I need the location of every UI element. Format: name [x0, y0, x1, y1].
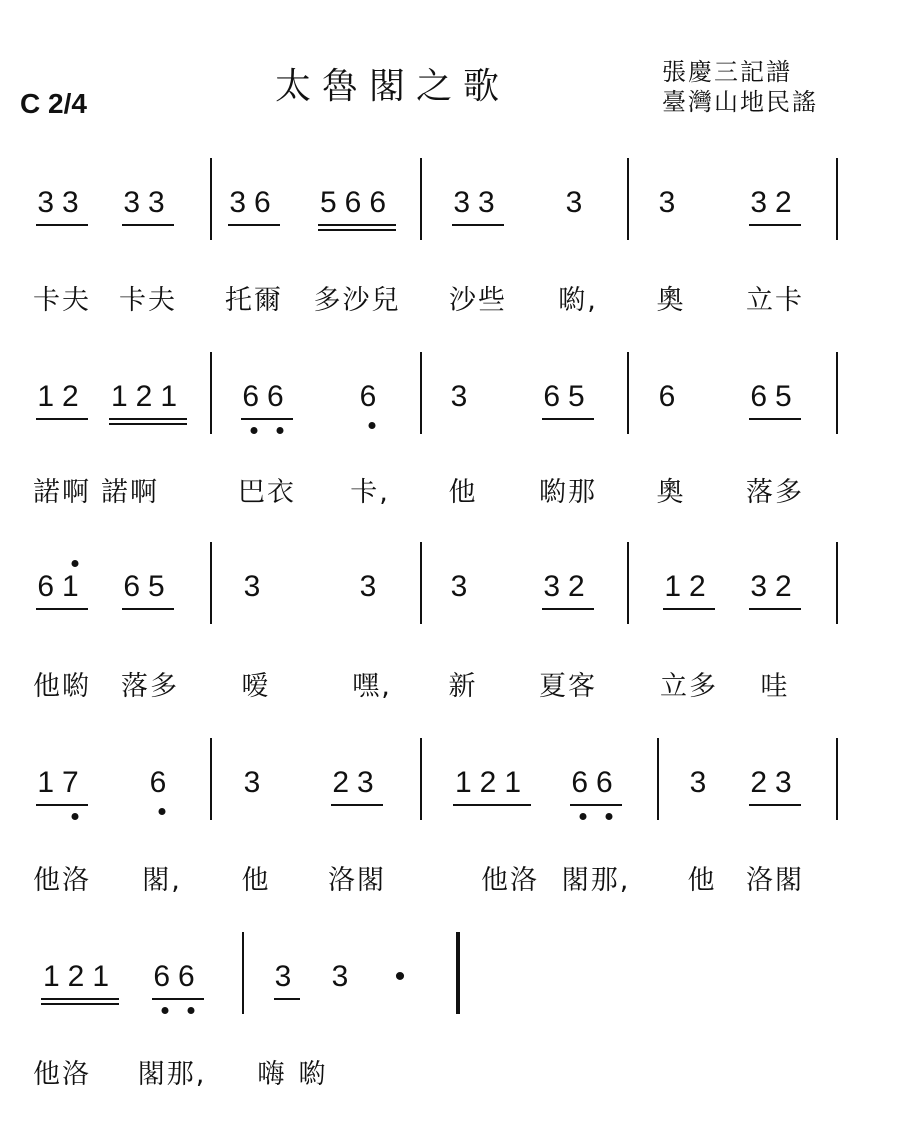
high-octave-dot: [72, 560, 79, 567]
note-group: 3: [243, 570, 269, 603]
bar-line: [836, 352, 838, 434]
underline-beam: [452, 224, 504, 226]
underline-beam: [663, 608, 715, 610]
note-group: 66: [571, 766, 621, 799]
underline-beam: [749, 224, 801, 226]
final-bar-line: [456, 932, 460, 1014]
lyric-word: 喲,: [558, 285, 598, 316]
note-group: 65: [123, 570, 173, 603]
underline-beam: [228, 224, 280, 226]
note-group: 65: [543, 380, 593, 413]
note-group: 3: [450, 570, 476, 603]
note-group: 23: [750, 766, 800, 799]
low-octave-dot: [159, 808, 166, 815]
note-group: 23: [332, 766, 382, 799]
bar-line: [836, 738, 838, 820]
lyric-word: 閣那,: [561, 865, 631, 896]
underline-beam: [152, 998, 204, 1000]
note-group: 3: [331, 960, 357, 993]
underline-beam: [36, 804, 88, 806]
underline-beam: [274, 998, 300, 1000]
lyric-word: 他: [241, 865, 271, 896]
lyric-word: 夏客: [539, 671, 597, 702]
underline-beam: [318, 229, 396, 231]
lyric-word: 落多: [746, 477, 804, 508]
low-octave-dot: [580, 813, 587, 820]
note-group: 33: [453, 186, 503, 219]
lyric-word: 喲那: [539, 477, 597, 508]
note-group: 61: [37, 570, 87, 603]
lyric-word: 卡,: [350, 477, 390, 508]
underline-beam: [122, 224, 174, 226]
bar-line: [420, 158, 422, 240]
low-octave-dot: [72, 813, 79, 820]
note-group: 121: [454, 766, 530, 799]
note-group: 12: [664, 570, 714, 603]
bar-line: [210, 738, 212, 820]
underline-beam: [749, 608, 801, 610]
lyric-word: 諾啊: [101, 477, 159, 508]
note-group: 6: [359, 380, 385, 413]
bar-line: [627, 542, 629, 624]
underline-beam: [36, 224, 88, 226]
note-group: 36: [229, 186, 279, 219]
key-signature: C 2/4: [20, 88, 87, 119]
lyric-word: 他喲: [33, 671, 91, 702]
bar-line: [210, 352, 212, 434]
title: 太魯閣之歌: [275, 66, 511, 107]
bar-line: [242, 932, 244, 1014]
bar-line: [836, 542, 838, 624]
underline-beam: [36, 608, 88, 610]
note-group: 12: [37, 380, 87, 413]
note-group: 3: [658, 186, 684, 219]
note-group: 6: [149, 766, 175, 799]
credit-transcriber: 張慶三記譜: [662, 58, 792, 86]
underline-beam: [331, 804, 383, 806]
underline-beam: [570, 804, 622, 806]
bar-line: [420, 738, 422, 820]
bar-line: [627, 158, 629, 240]
note-group: 3: [689, 766, 715, 799]
lyric-word: 諾啊: [33, 477, 91, 508]
note-group: 32: [750, 186, 800, 219]
lyric-word: 他洛: [481, 865, 539, 896]
lyric-word: 多沙兒: [313, 285, 401, 316]
lyric-word: 新: [448, 671, 478, 702]
underline-beam: [36, 418, 88, 420]
note-group: 33: [37, 186, 87, 219]
underline-beam: [542, 418, 594, 420]
lyric-word: 他: [448, 477, 478, 508]
underline-beam: [542, 608, 594, 610]
note-group: 566: [319, 186, 395, 219]
lyric-word: 嗨: [257, 1059, 287, 1090]
lyric-word: 立卡: [746, 285, 804, 316]
low-octave-dot: [277, 427, 284, 434]
note-group: 33: [123, 186, 173, 219]
lyric-word: 卡夫: [33, 285, 91, 316]
underline-beam: [749, 804, 801, 806]
note-group: 3: [274, 960, 300, 993]
note-group: 65: [750, 380, 800, 413]
low-octave-dot: [162, 1007, 169, 1014]
note-group: 6: [658, 380, 684, 413]
lyric-word: 嘿,: [352, 671, 392, 702]
lyric-word: 他: [687, 865, 717, 896]
underline-beam: [318, 224, 396, 226]
bar-line: [627, 352, 629, 434]
note-group: 121: [110, 380, 186, 413]
lyric-word: 立多: [660, 671, 718, 702]
note-group: 32: [750, 570, 800, 603]
lyric-word: 落多: [121, 671, 179, 702]
low-octave-dot: [188, 1007, 195, 1014]
lyric-word: 托爾: [225, 285, 283, 316]
lyric-word: 嗳: [241, 671, 271, 702]
note-group: 66: [153, 960, 203, 993]
lyric-word: 巴衣: [238, 477, 296, 508]
lyric-word: 閣,: [142, 865, 182, 896]
note-group: 32: [543, 570, 593, 603]
underline-beam: [109, 418, 187, 420]
bar-line: [210, 158, 212, 240]
lyric-word: 閣那,: [137, 1059, 207, 1090]
lyric-word: 哇: [760, 671, 790, 702]
note-group: 3: [565, 186, 591, 219]
underline-beam: [41, 1003, 119, 1005]
underline-beam: [749, 418, 801, 420]
low-octave-dot: [251, 427, 258, 434]
low-octave-dot: [369, 422, 376, 429]
note-group: 17: [37, 766, 87, 799]
note-group: 3: [359, 570, 385, 603]
underline-beam: [122, 608, 174, 610]
lyric-word: 喲: [298, 1059, 328, 1090]
underline-beam: [109, 423, 187, 425]
note-group: 121: [42, 960, 118, 993]
lyric-word: 他洛: [33, 1059, 91, 1090]
underline-beam: [41, 998, 119, 1000]
bar-line: [210, 542, 212, 624]
lyric-word: 奧: [656, 285, 686, 316]
lyric-word: 洛閣: [746, 865, 804, 896]
lyric-word: 洛閣: [328, 865, 386, 896]
note-group: 3: [243, 766, 269, 799]
lyric-word: 沙些: [449, 285, 507, 316]
underline-beam: [453, 804, 531, 806]
note-group: 3: [450, 380, 476, 413]
underline-beam: [241, 418, 293, 420]
bar-line: [420, 542, 422, 624]
bar-line: [836, 158, 838, 240]
bar-line: [420, 352, 422, 434]
note-group: •: [394, 960, 414, 993]
lyric-word: 卡夫: [119, 285, 177, 316]
note-group: 66: [242, 380, 292, 413]
lyric-word: 奧: [656, 477, 686, 508]
lyric-word: 他洛: [33, 865, 91, 896]
bar-line: [657, 738, 659, 820]
low-octave-dot: [606, 813, 613, 820]
credit-origin: 臺灣山地民謠: [662, 88, 818, 116]
